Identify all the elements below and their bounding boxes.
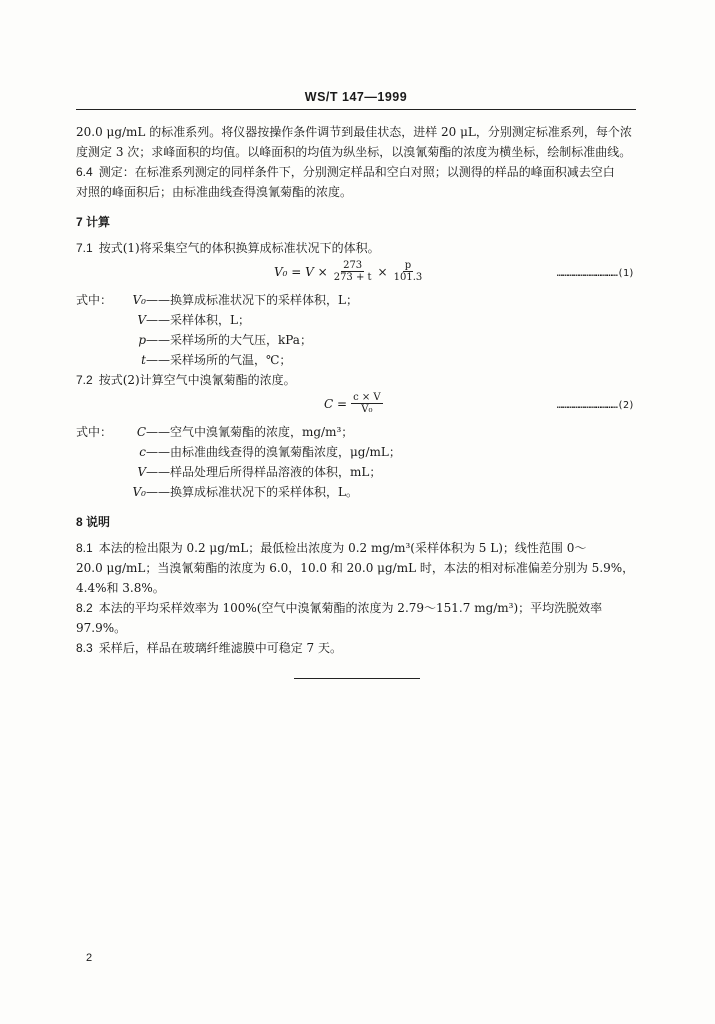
definitions-2 bbox=[76, 422, 638, 502]
equation-1 bbox=[76, 260, 638, 286]
fraction-numerator: c × V bbox=[353, 392, 381, 403]
end-of-text-rule bbox=[294, 678, 420, 679]
equation-number: ……………………………(2) bbox=[556, 400, 634, 411]
definition-symbol: p bbox=[138, 333, 146, 347]
clause-text: 本法的平均采样效率为 100%(空气中溴氰菊酯的浓度为 2.79～151.7 mg/m³)；平均洗脱效率 bbox=[98, 601, 603, 615]
definition-row bbox=[76, 310, 638, 330]
fraction-numerator: 273 bbox=[343, 260, 363, 271]
definitions-1 bbox=[76, 290, 638, 370]
clause-number: 8.2 bbox=[76, 601, 93, 615]
clause-number: 8.1 bbox=[76, 541, 93, 555]
definition-text: ——样品处理后所得样品溶液的体积，mL； bbox=[146, 465, 382, 479]
paragraph-line: 97.9%。 bbox=[76, 621, 127, 635]
definition-row bbox=[76, 350, 638, 370]
definition-row bbox=[76, 290, 638, 310]
paragraph-line: 20.0 μg/mL；当溴氰菊酯的浓度为 6.0，10.0 和 20.0 μg/mL 时，本法的相对标准偏差分别为 5.9%， bbox=[76, 561, 635, 575]
equation-2 bbox=[76, 392, 638, 418]
definition-lead: 式中： bbox=[76, 425, 113, 439]
clause-number: 7.1 bbox=[76, 241, 93, 255]
definition-symbol: c bbox=[139, 445, 146, 459]
definition-text: ——空气中溴氰菊酯的浓度，mg/m³； bbox=[146, 425, 354, 439]
definition-text: ——采样场所的气温，℃； bbox=[146, 353, 292, 367]
equation-number: ……………………………(1) bbox=[556, 268, 634, 279]
definition-lead: 式中： bbox=[76, 293, 113, 307]
clause-number: 6.4 bbox=[76, 165, 93, 179]
clause-8-1 bbox=[76, 538, 638, 558]
paragraph-line: 20.0 μg/mL 的标准系列。将仪器按操作条件调节到最佳状态，进样 20 μL，分别测定标准系列，每个浓 bbox=[76, 125, 632, 139]
fraction bbox=[392, 260, 425, 283]
definition-row bbox=[76, 462, 638, 482]
definition-lead bbox=[76, 482, 112, 502]
definition-row bbox=[76, 330, 638, 350]
definition-symbol: V₀ bbox=[132, 485, 146, 499]
clause-7-1 bbox=[76, 238, 638, 258]
clause-text: 测定：在标准系列测定的同样条件下，分别测定样品和空白对照；以测得的样品的峰面积减去空白 bbox=[98, 165, 615, 179]
definition-row bbox=[76, 442, 638, 462]
definition-lead bbox=[76, 462, 112, 482]
document-body bbox=[76, 122, 638, 658]
paragraph-line: 对照的峰面积后；由标准曲线查得溴氰菊酯的浓度。 bbox=[76, 185, 353, 199]
definition-row bbox=[76, 482, 638, 502]
equation-1-body bbox=[274, 260, 424, 283]
definition-symbol: t bbox=[141, 353, 146, 367]
equation-lhs: V₀ = V × bbox=[274, 264, 328, 279]
page-number: 2 bbox=[86, 952, 93, 964]
clause-7-2 bbox=[76, 370, 638, 390]
section-heading-8: 8 说明 bbox=[76, 515, 111, 529]
clause-text: 采样后，样品在玻璃纤维滤膜中可稳定 7 天。 bbox=[98, 641, 342, 655]
definition-lead bbox=[76, 442, 112, 462]
clause-8-2 bbox=[76, 598, 638, 618]
paragraph-line: 4.4%和 3.8%。 bbox=[76, 581, 165, 595]
clause-text: 本法的检出限为 0.2 μg/mL；最低检出浓度为 0.2 mg/m³(采样体积为 5 L)；线性范围 0～ bbox=[98, 541, 587, 555]
fraction-numerator: p bbox=[404, 260, 412, 271]
definition-symbol: C bbox=[136, 425, 146, 439]
clause-number: 7.2 bbox=[76, 373, 93, 387]
fraction-denominator: 273 + t bbox=[333, 272, 372, 283]
clause-text: 按式(1)将采集空气的体积换算成标准状况下的体积。 bbox=[98, 241, 380, 255]
clause-number: 8.3 bbox=[76, 641, 93, 655]
clause-text: 按式(2)计算空气中溴氰菊酯的浓度。 bbox=[98, 373, 296, 387]
definition-symbol: V₀ bbox=[132, 293, 146, 307]
definition-text: ——换算成标准状况下的采样体积，L。 bbox=[146, 485, 358, 499]
definition-lead bbox=[76, 310, 112, 330]
definition-lead bbox=[76, 350, 112, 370]
equation-lhs: C = bbox=[324, 396, 348, 411]
times-sign: × bbox=[377, 264, 388, 279]
definition-text: ——由标准曲线查得的溴氰菊酯浓度，μg/mL； bbox=[146, 445, 401, 459]
paragraph-line: 度测定 3 次；求峰面积的均值。以峰面积的均值为纵坐标，以溴氰菊酯的浓度为横坐标，绘制标准曲线。 bbox=[76, 145, 632, 159]
definition-row bbox=[76, 422, 638, 442]
equation-2-body bbox=[324, 392, 383, 415]
fraction bbox=[332, 260, 374, 283]
definition-symbol: V bbox=[137, 313, 146, 327]
definition-symbol: V bbox=[137, 465, 146, 479]
fraction bbox=[351, 392, 383, 415]
clause-8-3 bbox=[76, 638, 638, 658]
fraction-denominator: 101.3 bbox=[393, 272, 423, 283]
definition-text: ——换算成标准状况下的采样体积，L； bbox=[146, 293, 358, 307]
definition-lead bbox=[76, 330, 112, 350]
clause-6-4 bbox=[76, 162, 638, 182]
section-heading-7: 7 计算 bbox=[76, 215, 111, 229]
fraction-denominator: V₀ bbox=[361, 404, 373, 415]
definition-text: ——采样体积，L； bbox=[146, 313, 250, 327]
definition-text: ——采样场所的大气压，kPa； bbox=[146, 333, 312, 347]
standard-header: WS/T 147—1999 bbox=[304, 90, 408, 104]
header-rule bbox=[76, 109, 636, 110]
